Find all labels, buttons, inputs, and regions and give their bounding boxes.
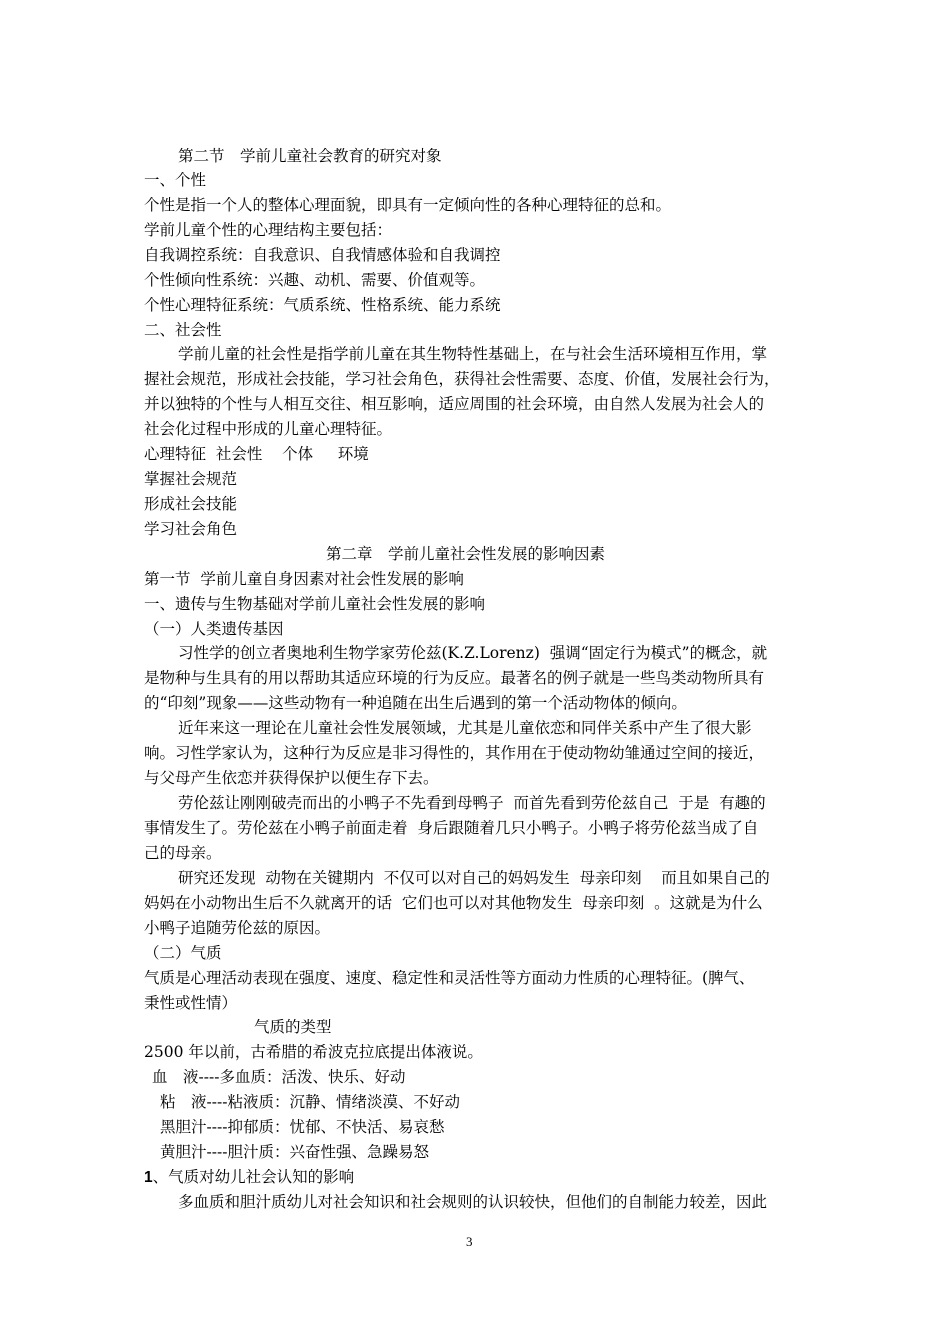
heading: 一、遗传与生物基础对学前儿童社会性发展的影响 [144,595,486,613]
text-line: 个性是指一个人的整体心理面貌，即具有一定倾向性的各种心理特征的总和。 [144,196,672,214]
page-number: 3 [466,1234,473,1249]
text-line: 学习社会角色 [144,520,238,538]
list-line: 血 液----多血质：活泼、快乐、好动 [152,1068,406,1086]
paragraph-line: 研究还发现 动物在关键期内 不仅可以对自己的妈妈发生 母亲印刻 而且如果自己的 [178,869,770,887]
list-number: 1 [144,1169,153,1186]
list-line: 黑胆汁----抑郁质：忧郁、不快活、易哀愁 [160,1118,445,1136]
paragraph-line: 的“印刻”现象——这些动物有一种追随在出生后遇到的第一个活动物体的倾向。 [144,694,687,712]
text-line: 自我调控系统：自我意识、自我情感体验和自我调控 [144,246,501,264]
section-heading: 第二节 学前儿童社会教育的研究对象 [178,147,442,165]
text-line: 2500 年以前，古希腊的希波克拉底提出体液说。 [144,1043,483,1061]
text-line: 秉性或性情） [144,994,238,1012]
paragraph-line: 并以独特的个性与人相互交往、相互影响，适应周围的社会环境，由自然人发展为社会人的 [144,395,765,413]
subheading: 气质的类型 [254,1018,332,1036]
heading: （二）气质 [144,944,222,962]
numbered-heading-text: 、气质对幼儿社会认知的影响 [152,1168,355,1186]
text-line: 掌握社会规范 [144,470,238,488]
paragraph-line: 劳伦兹让刚刚破壳而出的小鸭子不先看到母鸭子 而首先看到劳伦兹自己 于是 有趣的 [178,794,766,812]
chapter-heading: 第二章 学前儿童社会性发展的影响因素 [326,545,606,563]
list-line: 粘 液----粘液质：沉静、情绪淡漠、不好动 [160,1093,460,1111]
text-line: 个性倾向性系统：兴趣、动机、需要、价值观等。 [144,271,486,289]
heading: （一）人类遗传基因 [144,620,284,638]
list-line: 黄胆汁----胆汁质：兴奋性强、急躁易怒 [160,1143,429,1161]
text-line: 形成社会技能 [144,495,238,513]
text-line: 学前儿童个性的心理结构主要包括： [144,221,393,239]
paragraph-line: 习性学的创立者奥地利生物学家劳伦兹(K.Z.Lorenz) 强调“固定行为模式”的概念，就 [178,644,768,662]
heading: 一、个性 [144,171,207,189]
paragraph-line: 学前儿童的社会性是指学前儿童在其生物特性基础上，在与社会生活环境相互作用，掌 [178,345,768,363]
paragraph-line: 是物种与生具有的用以帮助其适应环境的行为反应。最著名的例子就是一些鸟类动物所具有 [144,669,765,687]
text-line: 心理特征 社会性 个体 环境 [144,445,369,463]
paragraph-line: 握社会规范，形成社会技能，学习社会角色，获得社会性需要、态度、价值，发展社会行为， [144,370,780,388]
text-line: 气质是心理活动表现在强度、速度、稳定性和灵活性等方面动力性质的心理特征。(脾气、 [144,969,755,987]
heading: 二、社会性 [144,321,222,339]
paragraph-line: 小鸭子追随劳伦兹的原因。 [144,919,331,937]
numbered-heading [144,1167,354,1188]
paragraph-line: 多血质和胆汁质幼儿对社会知识和社会规则的认识较快，但他们的自制能力较差，因此 [178,1193,768,1211]
section-heading: 第一节 学前儿童自身因素对社会性发展的影响 [144,570,464,588]
paragraph-line: 社会化过程中形成的儿童心理特征。 [144,420,393,438]
text-line: 个性心理特征系统：气质系统、性格系统、能力系统 [144,296,501,314]
paragraph-line: 响。习性学家认为，这种行为反应是非习得性的，其作用在于使动物幼雏通过空间的接近， [144,744,765,762]
paragraph-line: 事情发生了。劳伦兹在小鸭子前面走着 身后跟随着几只小鸭子。小鸭子将劳伦兹当成了自 [144,819,759,837]
paragraph-line: 己的母亲。 [144,844,222,862]
paragraph-line: 妈妈在小动物出生后不久就离开的话 它们也可以对其他物发生 母亲印刻 。这就是为什么 [144,894,763,912]
paragraph-line: 近年来这一理论在儿童社会性发展领域，尤其是儿童依恋和同伴关系中产生了很大影 [178,719,752,737]
paragraph-line: 与父母产生依恋并获得保护以便生存下去。 [144,769,439,787]
